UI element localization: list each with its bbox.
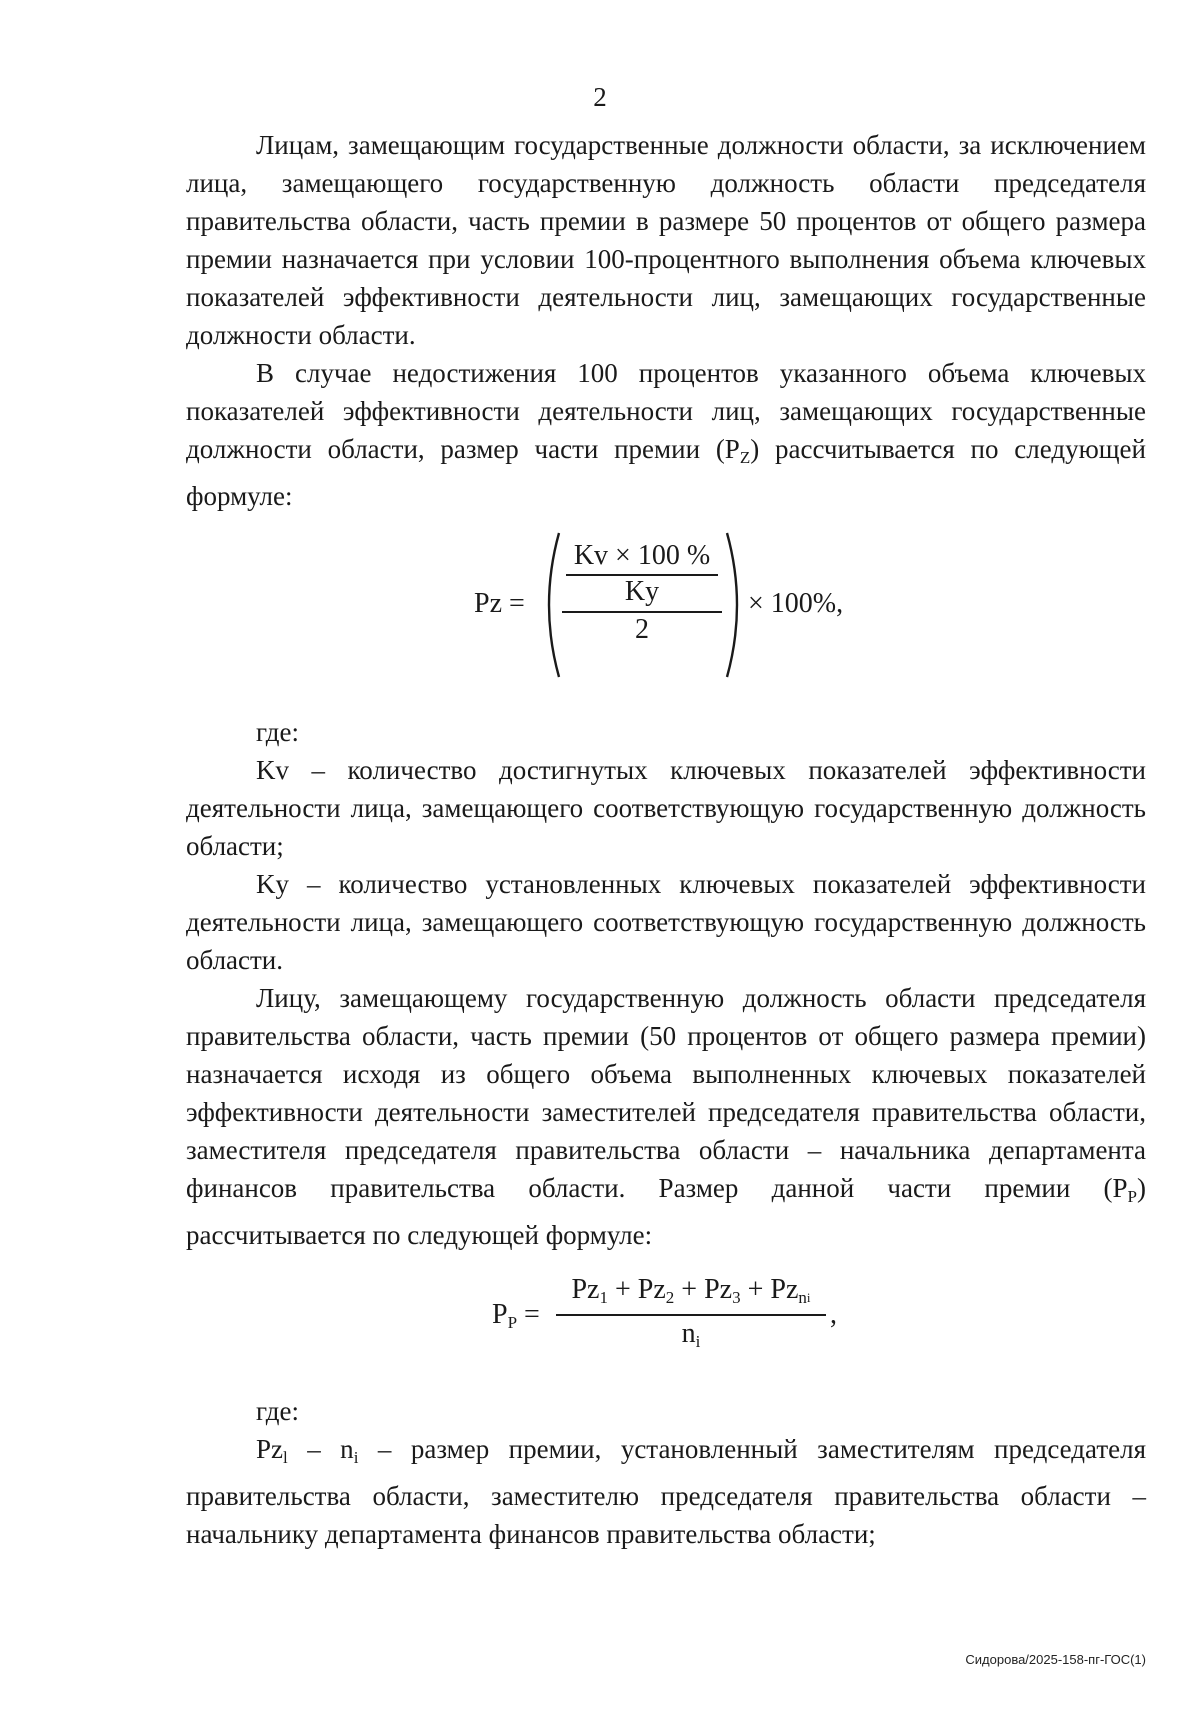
paragraph-2-tail: рассчитывается по следующей формуле:: [186, 434, 1146, 511]
symbol-pp: $(P_P)$: [1103, 1173, 1147, 1206]
formula-pz-tail: × 100%,: [748, 588, 844, 619]
paragraph-3-text: Лицу, замещающему государственную должность области председателя правительства области, часть премии (50 процентов от общего размера премии) назначается исходя из общего объема выполненных ключевых показателей эффективности деятельности заместителей председателя правительства области, заместителя председателя правительства области – начальника департамента финансов правительства области. Размер данной части премии: [186, 983, 1146, 1203]
formula-pp-denominator: $n_i$: [681, 1318, 701, 1351]
document-body: [186, 126, 1146, 1553]
formula-pp-lhs: $P_P$ =: [492, 1299, 540, 1332]
kv-definition: Kv – количество достигнутых ключевых показателей эффективности деятельности лица, замещающего соответствующую государственную должность области;: [186, 755, 1146, 861]
paragraph-1: Лицам, замещающим государственные должности области, за исключением лица, замещающего государственную должность области председателя правительства области, часть премии в размере 50 процентов от общего размера премии назначается при условии 100-процентного выполнения объема ключевых показателей эффективности деятельности лиц, замещающих государственные должности области.: [186, 130, 1146, 350]
fraction-bar: [556, 1314, 826, 1316]
paragraph-3-tail: рассчитывается по следующей формуле:: [186, 1220, 653, 1250]
where-label-1: где:: [256, 717, 299, 747]
paragraph-2-text: В случае недостижения 100 процентов указанного объема ключевых показателей эффективности деятельности лиц, замещающих государственные должности области, размер части премии: [186, 358, 1146, 464]
formula-pz-inner-denominator: Ky: [624, 576, 660, 607]
pz-definition: $Pz_l - n_i$ – размер премии, установленный заместителям председателя правительства области, заместителю председателя правительства области – начальнику департамента финансов правительства области;: [186, 1434, 1146, 1549]
formula-pp: [186, 1274, 1146, 1364]
formula-pz-denominator: 2: [635, 614, 649, 645]
footer-reference: Сидорова/2025-158-пг-ГОС(1): [965, 1652, 1146, 1667]
main-fraction-bar: [562, 611, 722, 613]
page-number: 2: [593, 82, 607, 112]
right-paren-icon: [724, 531, 748, 679]
paragraph-3: [186, 979, 1146, 1254]
formula-pz-lhs: Pz =: [474, 588, 525, 619]
paragraph-2: [186, 354, 1146, 515]
where-label-2: где:: [256, 1396, 299, 1426]
ky-definition: Ky – количество установленных ключевых показателей эффективности деятельности лица, замещающего соответствующую государственную должность области.: [186, 869, 1146, 975]
formula-pz-numerator: Kv × 100 %: [573, 540, 711, 571]
formula-pp-numerator: $Pz_1 + Pz_2 + Pz_3 + Pz_ni$: [571, 1274, 811, 1307]
symbol-pz: $(P_Z)$: [715, 434, 760, 467]
formula-pz: [186, 531, 1146, 679]
left-paren-icon: [538, 531, 562, 679]
formula-pp-comma: ,: [830, 1299, 837, 1330]
